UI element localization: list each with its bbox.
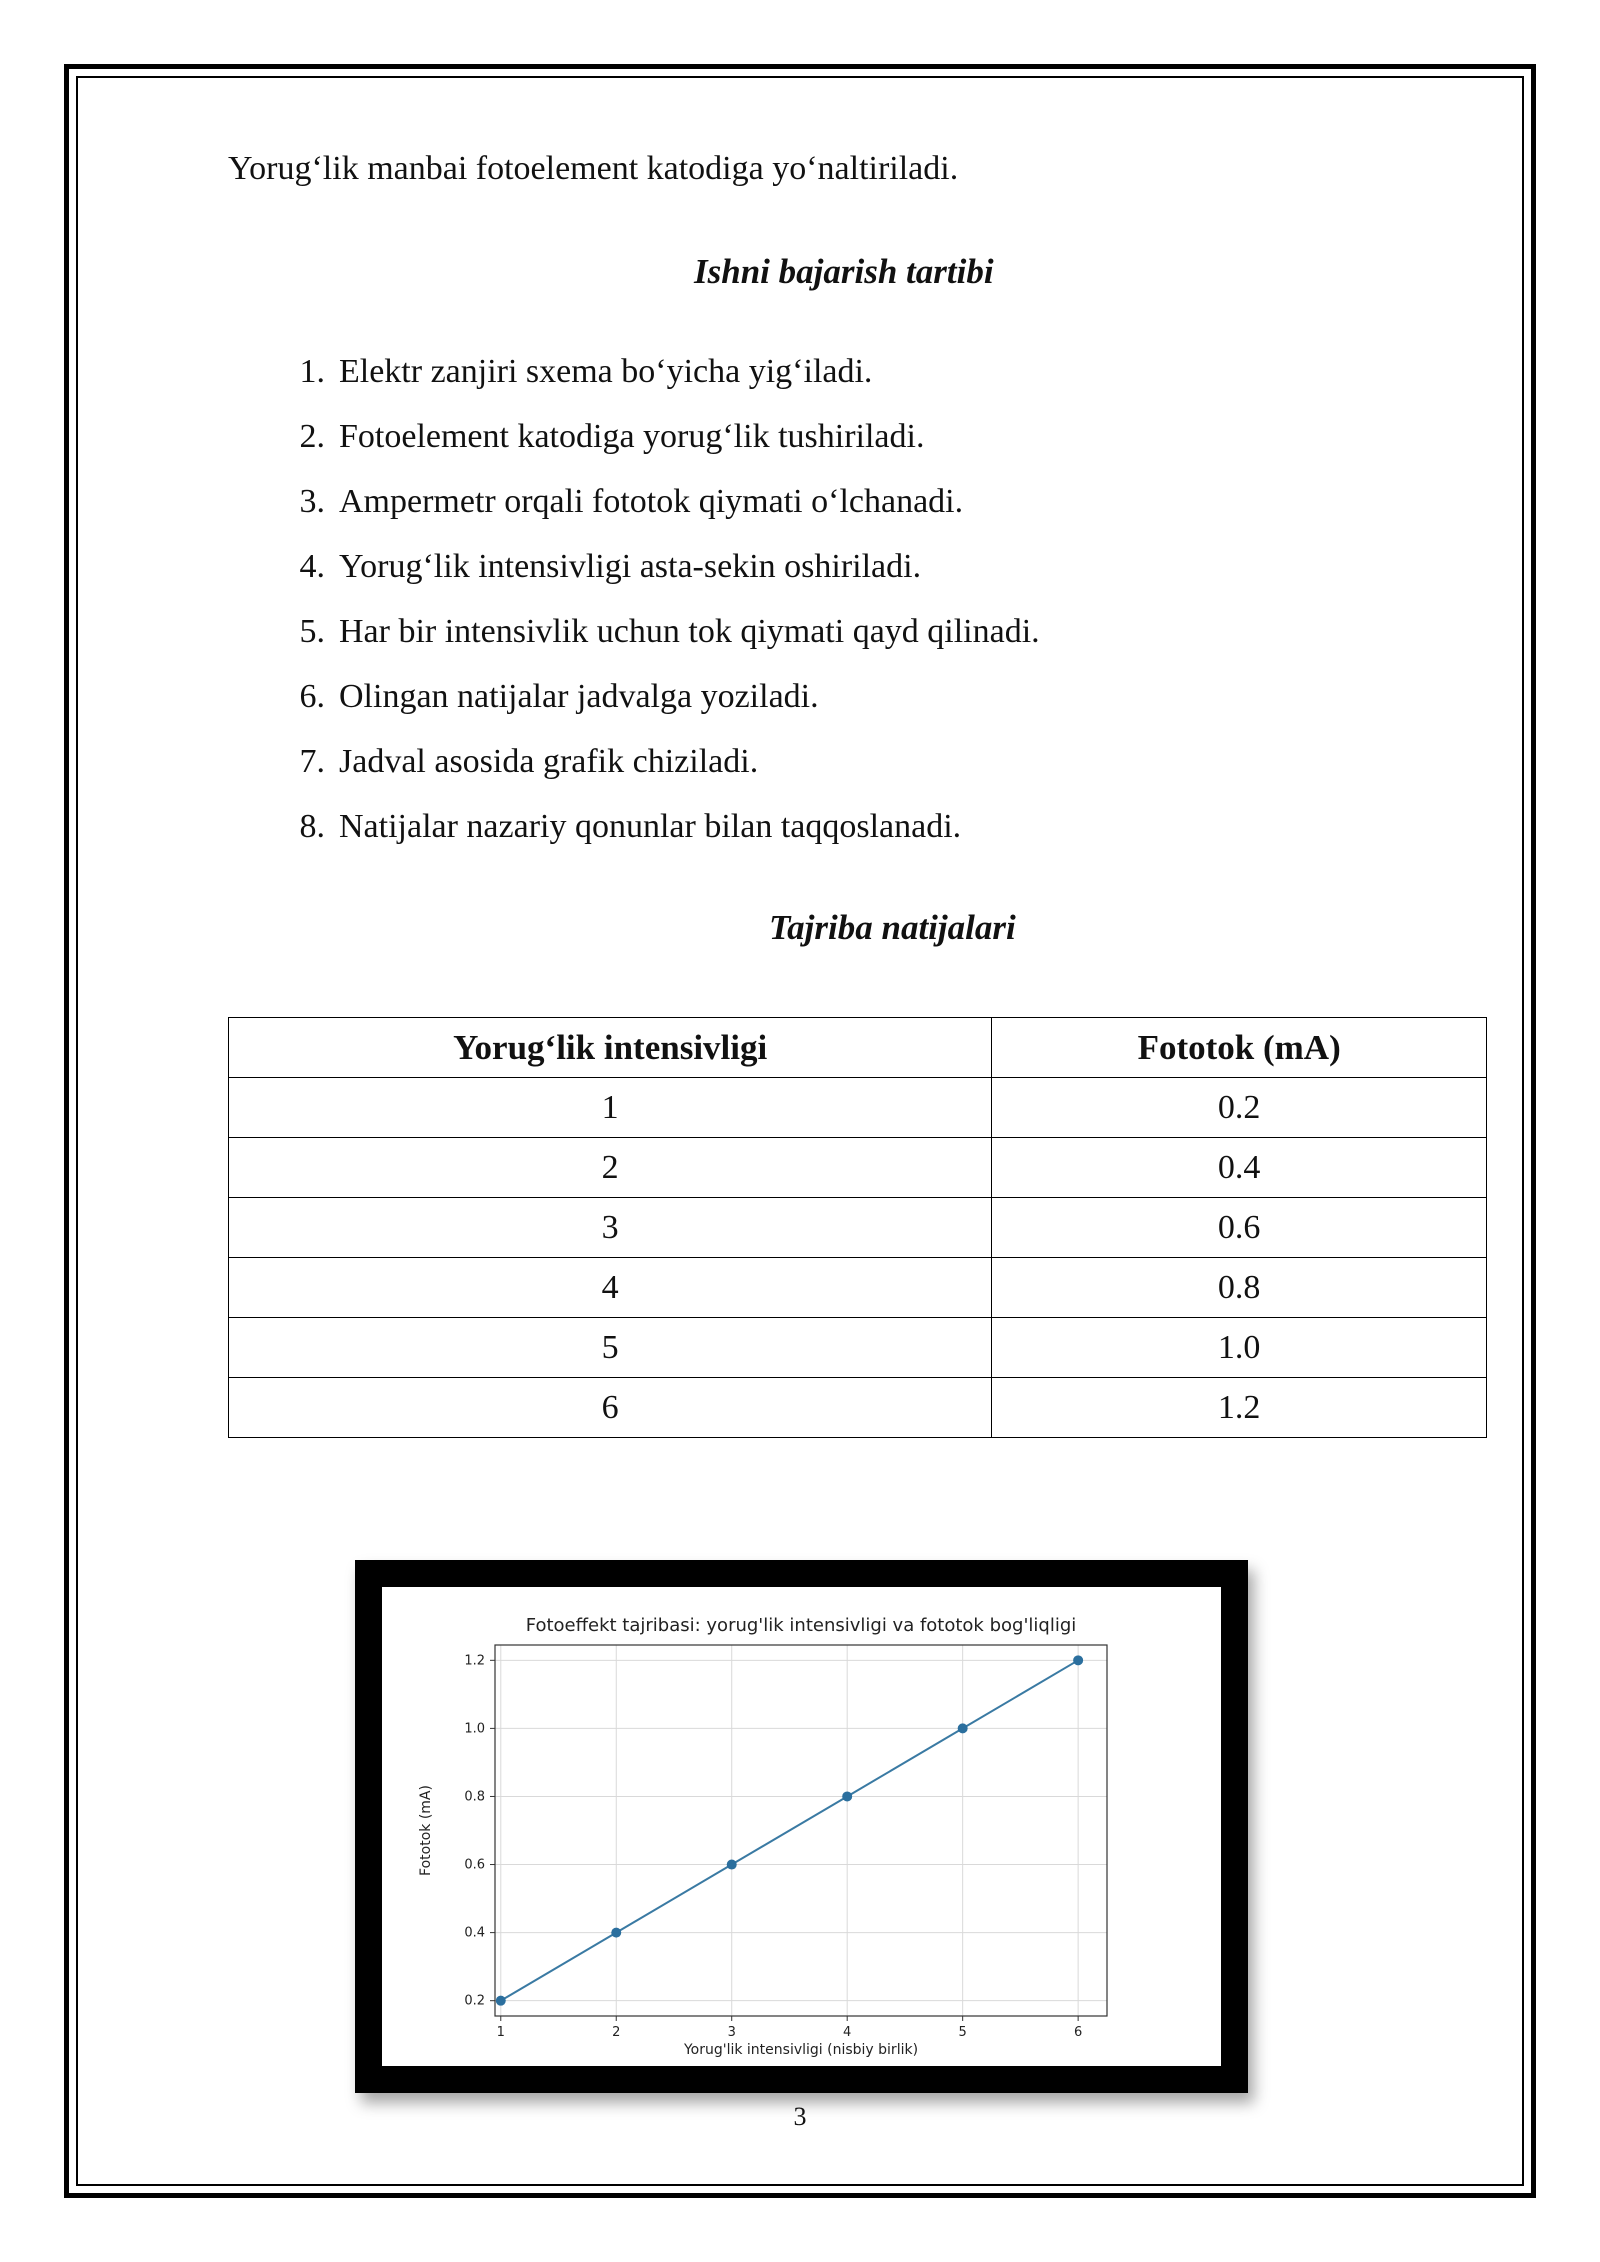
x-tick-label: 5 [958,2025,967,2040]
table-cell: 0.2 [992,1078,1487,1138]
list-item: 7. Jadval asosida grafik chiziladi. [299,743,759,780]
data-point [611,1928,621,1938]
data-point [1073,1655,1083,1665]
x-tick-label: 2 [612,2025,621,2040]
table-cell: 1 [229,1078,992,1138]
list-item: 1. Elektr zanjiri sxema bo‘yicha yig‘iladi. [299,353,873,390]
y-tick-label: 1.2 [464,1653,485,1669]
table-cell: 4 [229,1258,992,1318]
list-item: 3. Ampermetr orqali fototok qiymati o‘lchanadi. [299,483,964,520]
chart-canvas [382,1587,1221,2066]
list-item: 6. Olingan natijalar jadvalga yoziladi. [299,678,819,715]
page-number: 3 [793,2102,807,2131]
list-item: 2. Fotoelement katodiga yorug‘lik tushiriladi. [299,418,925,455]
table-cell: 5 [229,1318,992,1378]
y-tick-label: 0.2 [464,1993,485,2009]
table-row [229,1318,1487,1378]
y-tick-label: 0.6 [464,1857,485,1873]
table-cell: 0.8 [992,1258,1487,1318]
results-table [228,1017,1487,1438]
table-cell: 1.0 [992,1318,1487,1378]
table-cell: 0.4 [992,1138,1487,1198]
table-row [229,1378,1487,1438]
x-axis-label: Yorug'lik intensivligi (nisbiy birlik) [683,2042,919,2058]
series-line [501,1660,1078,2000]
table-header-row [229,1018,1487,1078]
table-row [229,1138,1487,1198]
list-item: 5. Har bir intensivlik uchun tok qiymati qayd qilinadi. [299,613,1040,650]
list-item: 4. Yorug‘lik intensivligi asta-sekin oshiriladi. [299,548,922,585]
procedure-list [270,352,1040,872]
y-axis-label: Fototok (mA) [418,1785,434,1876]
table-cell: 2 [229,1138,992,1198]
plot-area-frame [495,1645,1107,2016]
table-row [229,1078,1487,1138]
chart-title: Fotoeffekt tajribasi: yorug'lik intensivligi va fototok bog'liqligi [525,1615,1077,1636]
y-tick-label: 0.4 [464,1925,485,1941]
table-row [229,1198,1487,1258]
data-point [958,1723,968,1733]
data-point [842,1791,852,1801]
list-item: 8. Natijalar nazariy qonunlar bilan taqqoslanadi. [299,808,962,845]
x-tick-label: 1 [496,2025,505,2040]
y-tick-label: 0.8 [464,1789,485,1805]
column-header-photocurrent: Fototok (mA) [992,1018,1487,1078]
steps-heading: Ishni bajarish tartibi [694,252,994,291]
data-point [496,1996,506,2006]
table-cell: 6 [229,1378,992,1438]
y-tick-label: 1.0 [464,1721,485,1737]
line-chart [382,1587,1221,2066]
intro-paragraph: Yorug‘lik manbai fotoelement katodiga yo‘naltiriladi. [228,150,959,187]
column-header-intensity: Yorug‘lik intensivligi [229,1018,992,1078]
data-point [727,1860,737,1870]
table-cell: 0.6 [992,1198,1487,1258]
table-cell: 3 [229,1198,992,1258]
table-cell: 1.2 [992,1378,1487,1438]
x-tick-label: 4 [843,2025,852,2040]
table-row [229,1258,1487,1318]
results-heading: Tajriba natijalari [769,908,1016,947]
x-tick-label: 6 [1073,2025,1083,2040]
chart-frame [355,1560,1248,2093]
x-tick-label: 3 [727,2025,736,2040]
